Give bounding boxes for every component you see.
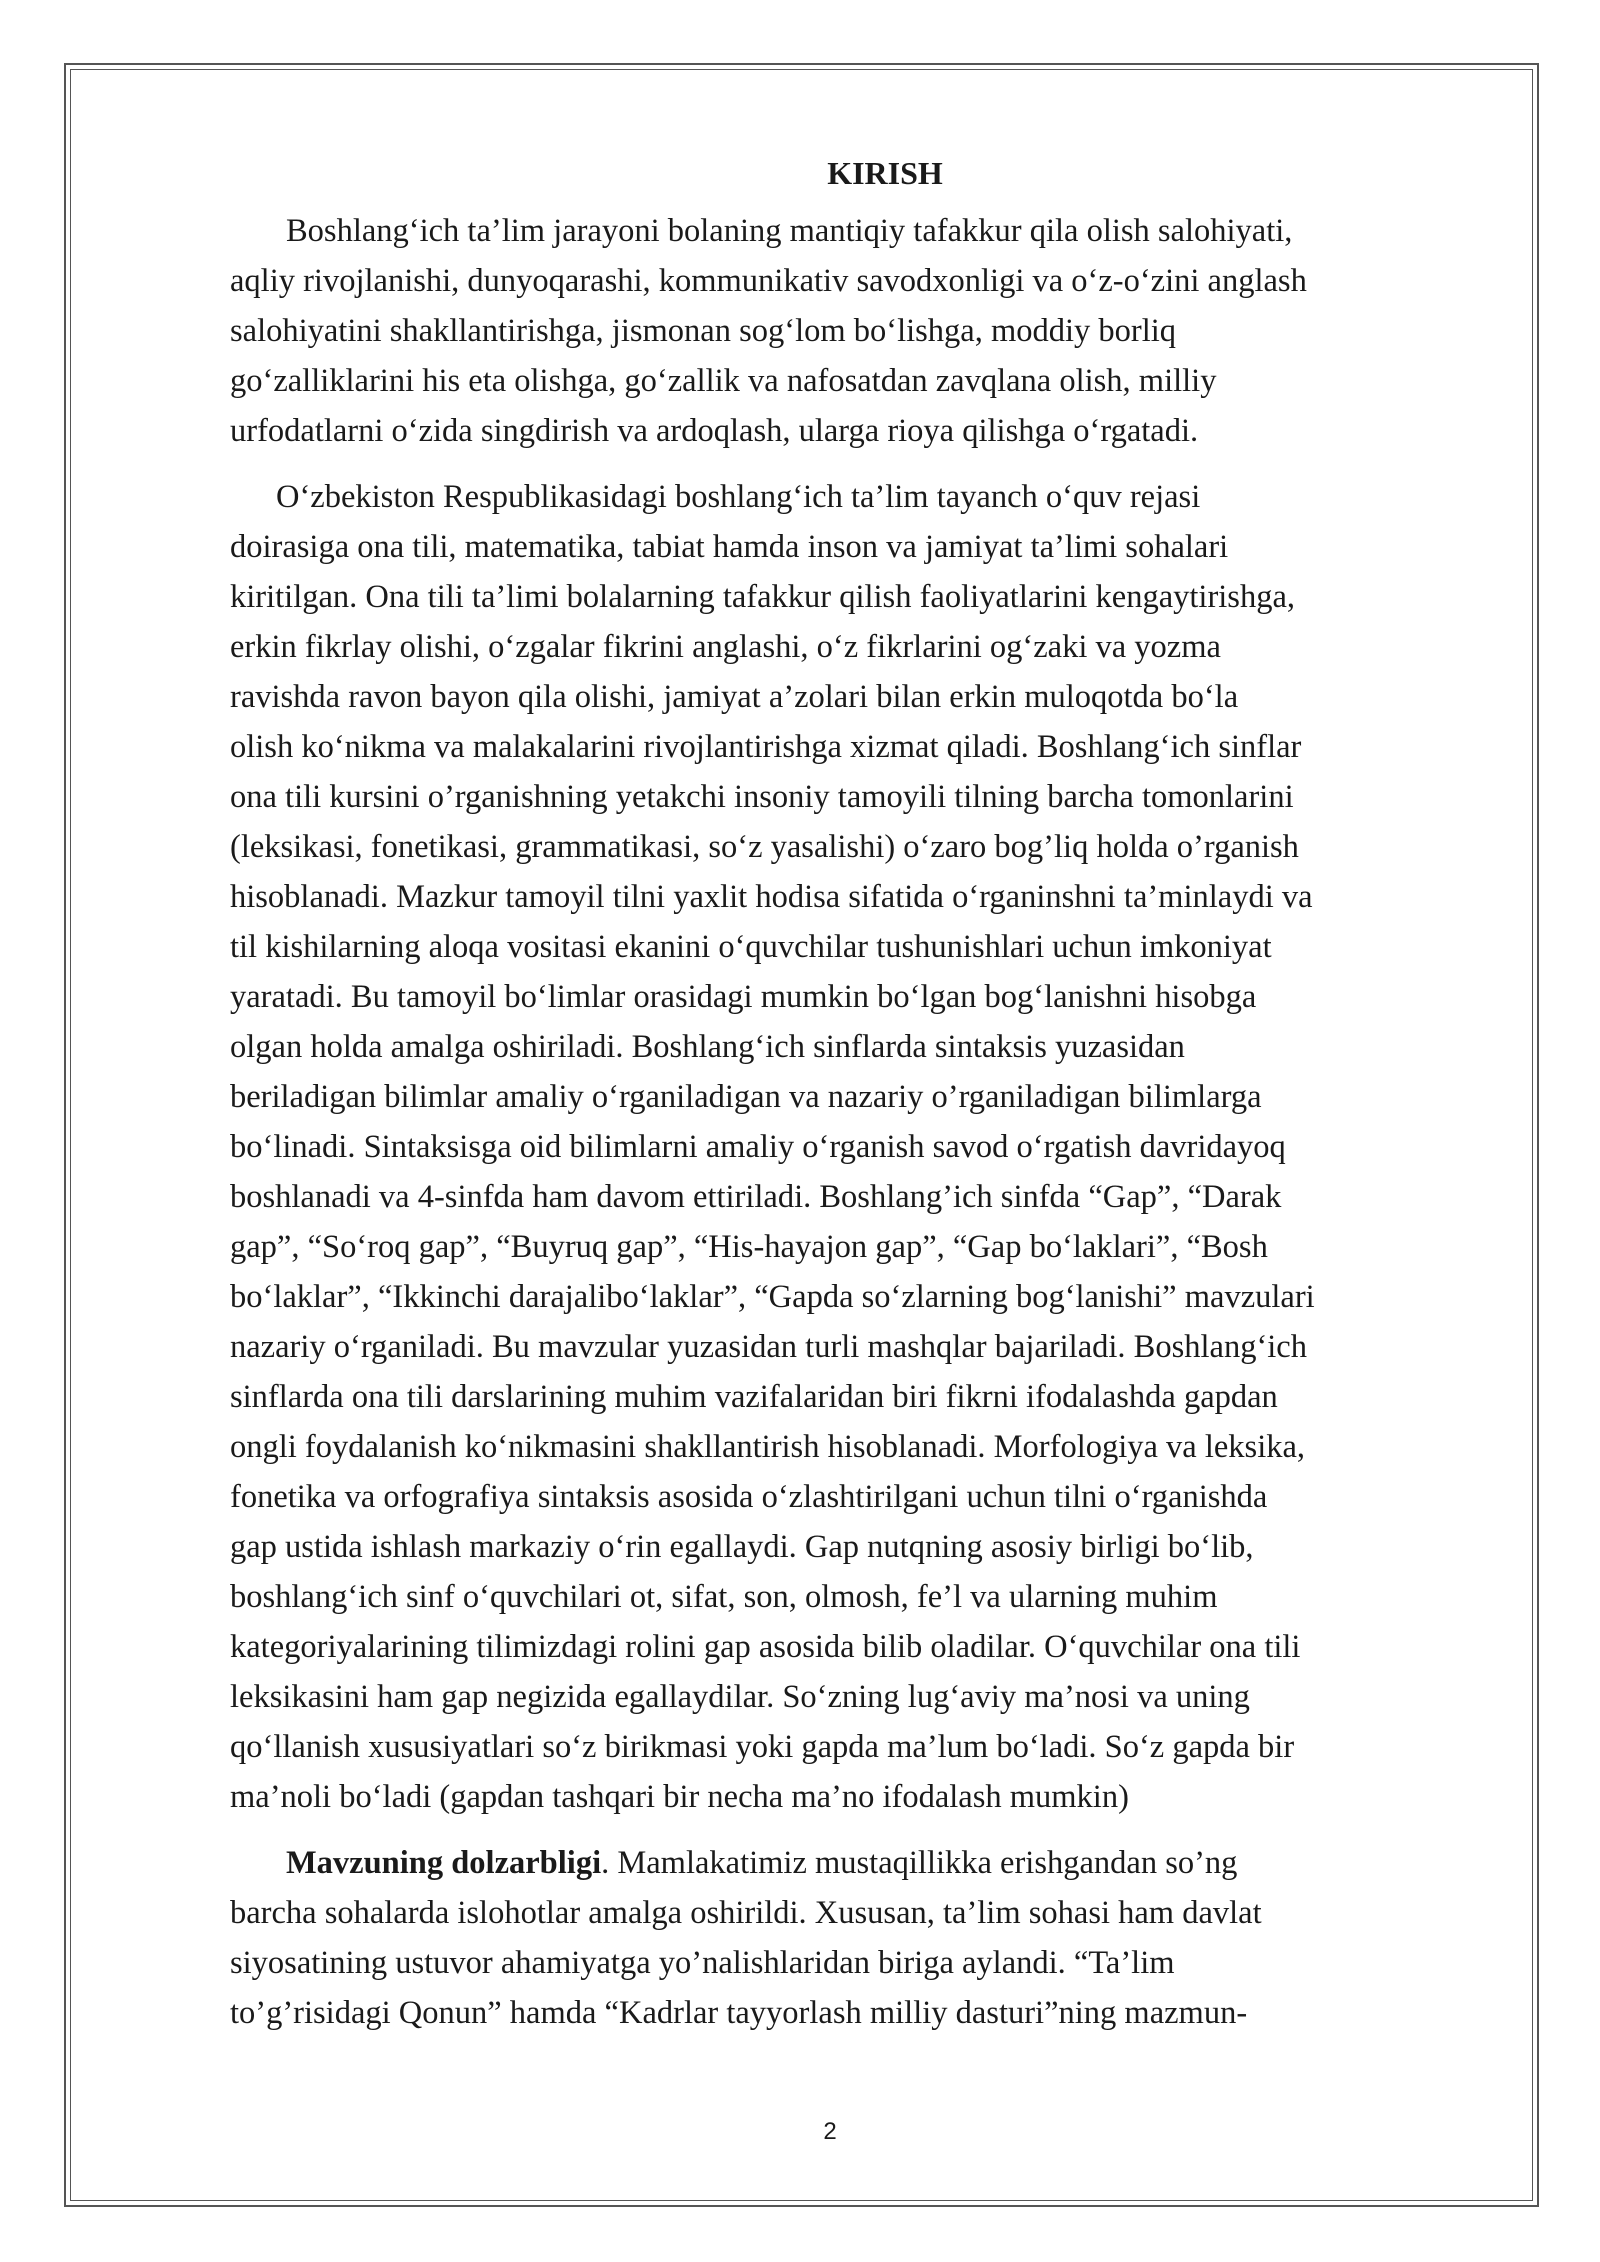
- text-line: nazariy o‘rganiladi. Bu mavzular yuzasidan turli mashqlar bajariladi. Boshlang‘ich: [230, 1329, 1307, 1365]
- text-line: ma’noli bo‘ladi (gapdan tashqari bir necha ma’no ifodalash mumkin): [230, 1779, 1129, 1815]
- text-line: kategoriyalarining tilimizdagi rolini gap asosida bilib oladilar. O‘quvchilar ona tili: [230, 1629, 1301, 1665]
- text-line: Boshlang‘ich ta’lim jarayoni bolaning mantiqiy tafakkur qila olish salohiyati,: [286, 213, 1293, 249]
- text-line: gap ustida ishlash markaziy o‘rin egallaydi. Gap nutqning asosiy birligi bo‘lib,: [230, 1529, 1254, 1565]
- paragraph-curriculum: [230, 472, 1500, 1822]
- text-line: ravishda ravon bayon qila olishi, jamiyat a’zolari bilan erkin muloqotda bo‘la: [230, 679, 1239, 715]
- text-line: leksikasini ham gap negizida egallaydilar. So‘zning lug‘aviy ma’nosi va uning: [230, 1679, 1250, 1715]
- text-line: kiritilgan. Ona tili ta’limi bolalarning tafakkur qilish faoliyatlarini kengaytirishga,: [230, 579, 1296, 615]
- text-line: olish ko‘nikma va malakalarini rivojlantirishga xizmat qiladi. Boshlang‘ich sinflar: [230, 729, 1302, 765]
- text-line: erkin fikrlay olishi, o‘zgalar fikrini anglashi, o‘z fikrlarini og‘zaki va yozma: [230, 629, 1221, 665]
- text-line: (leksikasi, fonetikasi, grammatikasi, so‘z yasalishi) o‘zaro bog’liq holda o’rganish: [230, 829, 1299, 865]
- text-line: to’g’risidagi Qonun” hamda “Kadrlar tayyorlash milliy dasturi”ning mazmun-: [230, 1995, 1248, 2031]
- text-line: boshlang‘ich sinf o‘quvchilari ot, sifat, son, olmosh, fe’l va ularning muhim: [230, 1579, 1218, 1615]
- text-line: barcha sohalarda islohotlar amalga oshirildi. Xususan, ta’lim sohasi ham davlat: [230, 1895, 1262, 1931]
- text-line: ona tili kursini o’rganishning yetakchi insoniy tamoyili tilning barcha tomonlarini: [230, 779, 1294, 815]
- text-line: doirasiga ona tili, matematika, tabiat hamda inson va jamiyat ta’limi sohalari: [230, 529, 1229, 565]
- text-line: bo‘linadi. Sintaksisga oid bilimlarni amaliy o‘rganish savod o‘rgatish davridayoq: [230, 1129, 1286, 1165]
- relevance-lead-text: . Mamlakatimiz mustaqillikka erishgandan so’ng: [601, 1845, 1238, 1881]
- text-line: olgan holda amalga oshiriladi. Boshlang‘ich sinflarda sintaksis yuzasidan: [230, 1029, 1185, 1065]
- text-line: O‘zbekiston Respublikasidagi boshlang‘ich ta’lim tayanch o‘quv rejasi: [276, 479, 1201, 515]
- text-line: sinflarda ona tili darslarining muhim vazifalaridan biri fikrni ifodalashda gapdan: [230, 1379, 1278, 1415]
- text-line: fonetika va orfografiya sintaksis asosida o‘zlashtirilgani uchun tilni o‘rganishda: [230, 1479, 1268, 1515]
- paragraph-intro: [230, 206, 1500, 456]
- text-line: salohiyatini shakllantirishga, jismonan sog‘lom bo‘lishga, moddiy borliq: [230, 313, 1177, 349]
- relevance-heading: Mavzuning dolzarbligi: [286, 1845, 602, 1881]
- text-line: ongli foydalanish ko‘nikmasini shakllantirish hisoblanadi. Morfologiya va leksika,: [230, 1429, 1306, 1465]
- page-number: 2: [823, 2118, 837, 2145]
- text-line: urfodatlarni o‘zida singdirish va ardoqlash, ularga rioya qilishga o‘rgatadi.: [230, 413, 1199, 449]
- text-line: qo‘llanish xususiyatlari so‘z birikmasi yoki gapda ma’lum bo‘ladi. So‘z gapda bir: [230, 1729, 1295, 1765]
- text-line: gap”, “So‘roq gap”, “Buyruq gap”, “His-hayajon gap”, “Gap bo‘laklari”, “Bosh: [230, 1229, 1268, 1265]
- text-line: beriladigan bilimlar amaliy o‘rganiladigan va nazariy o’rganiladigan bilimlarga: [230, 1079, 1262, 1115]
- text-line: [230, 1838, 1500, 1888]
- text-line: yaratadi. Bu tamoyil bo‘limlar orasidagi mumkin bo‘lgan bog‘lanishni hisobga: [230, 979, 1257, 1015]
- text-line: aqliy rivojlanishi, dunyoqarashi, kommunikativ savodxonligi va o‘z-o‘zini anglash: [230, 263, 1307, 299]
- text-line: bo‘laklar”, “Ikkinchi darajalibo‘laklar”, “Gapda so‘zlarning bog‘lanishi” mavzulari: [230, 1279, 1315, 1315]
- text-line: til kishilarning aloqa vositasi ekanini o‘quvchilar tushunishlari uchun imkoniyat: [230, 929, 1272, 965]
- text-line: hisoblanadi. Mazkur tamoyil tilni yaxlit hodisa sifatida o‘rganinshni ta’minlaydi va: [230, 879, 1313, 915]
- text-line: go‘zalliklarini his eta olishga, go‘zallik va nafosatdan zavqlana olish, milliy: [230, 363, 1217, 399]
- section-title: KIRISH: [827, 155, 943, 191]
- document-body: [230, 148, 1500, 2054]
- paragraph-relevance: [230, 1838, 1500, 2038]
- text-line: boshlanadi va 4-sinfda ham davom ettiriladi. Boshlang’ich sinfda “Gap”, “Darak: [230, 1179, 1282, 1215]
- text-line: siyosatining ustuvor ahamiyatga yo’nalishlaridan biriga aylandi. “Ta’lim: [230, 1945, 1175, 1981]
